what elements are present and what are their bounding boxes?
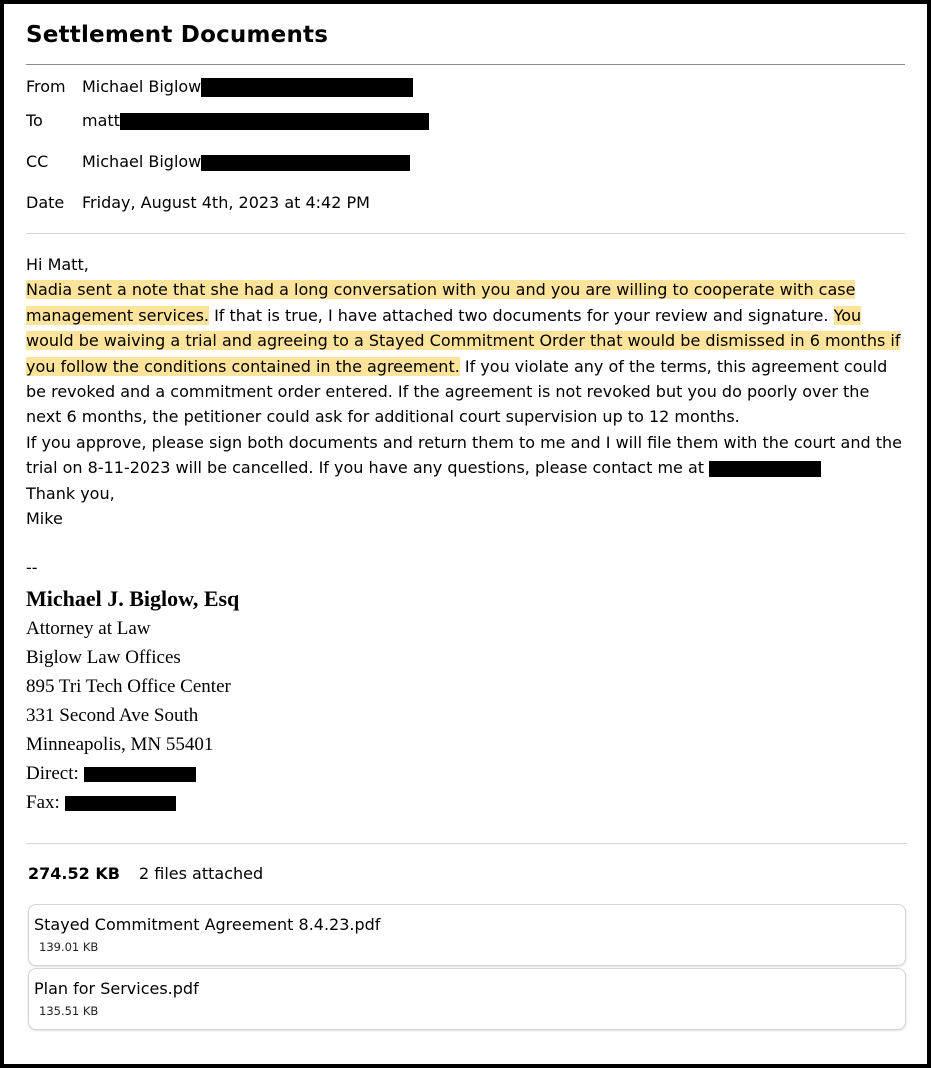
to-name: matt (82, 111, 120, 130)
signature-firm: Biglow Law Offices (26, 647, 181, 668)
to-email-redaction (120, 113, 429, 130)
signature-direct (26, 759, 239, 788)
from-value[interactable] (82, 77, 413, 97)
signature-block (26, 584, 239, 817)
email-subject: Settlement Documents (26, 22, 329, 48)
attachments-divider (26, 843, 907, 844)
body-paragraph-1 (26, 277, 906, 429)
cc-email-redaction (201, 155, 410, 171)
signature-address-1: 895 Tri Tech Office Center (26, 676, 231, 697)
date-label: Date (26, 193, 65, 212)
attachments-summary (28, 864, 263, 883)
direct-label: Direct: (26, 763, 84, 784)
body-text-1: If that is true, I have attached two documents for your review and signature. (209, 305, 834, 325)
sender-short-name: Mike (26, 509, 63, 529)
attachments-total-size: 274.52 KB (28, 864, 120, 883)
from-name: Michael Biglow (82, 77, 202, 96)
attachment-filename: Stayed Commitment Agreement 8.4.23.pdf (34, 915, 381, 934)
greeting: Hi Matt, (26, 255, 89, 274)
body-divider (26, 233, 905, 234)
fax-number-redaction (65, 796, 176, 811)
attachment-item[interactable] (28, 904, 906, 966)
attachment-filesize: 139.01 KB (39, 940, 99, 954)
signature-separator: -- (26, 558, 38, 577)
body-text-3: If you approve, please sign both documents and return them to me and I will file them with the court and the trial on 8-11-2023 will be cancelled. If you have any questions, please contact me at (26, 432, 902, 478)
highlighted-text-2: You would be waiving a trial and agreeing to a Stayed Commitment Order that would be dismissed in 6 months if you follow the conditions contained in the agreement. (26, 305, 901, 376)
signature-address-2: 331 Second Ave South (26, 705, 199, 726)
cc-name: Michael Biglow (82, 152, 202, 171)
attachment-filename: Plan for Services.pdf (34, 979, 199, 998)
attachment-filesize: 135.51 KB (39, 1004, 99, 1018)
highlighted-text-1: Nadia sent a note that she had a long conversation with you and you are willing to cooperate with case management services. (26, 280, 856, 325)
signature-fax (26, 788, 239, 817)
to-value[interactable] (82, 111, 429, 131)
direct-phone-redaction (84, 767, 196, 782)
fax-label: Fax: (26, 792, 65, 813)
signature-name: Michael J. Biglow, Esq (26, 586, 240, 611)
from-email-redaction (201, 78, 413, 97)
from-label: From (26, 77, 66, 96)
date-value: Friday, August 4th, 2023 at 4:42 PM (82, 193, 370, 212)
cc-label: CC (26, 152, 49, 171)
to-label: To (26, 111, 43, 130)
attachment-item[interactable] (28, 968, 906, 1030)
signature-address-3: Minneapolis, MN 55401 (26, 734, 214, 755)
body-paragraph-2 (26, 430, 906, 481)
cc-value[interactable] (82, 152, 410, 172)
email-body (26, 252, 906, 531)
closing: Thank you, (26, 483, 115, 503)
signature-title: Attorney at Law (26, 618, 151, 639)
header-divider (26, 64, 905, 65)
body-text-2: If you violate any of the terms, this agreement could be revoked and a commitment order entered. If the agreement is not revoked but you do poorly over the next 6 months, the petitioner could ask for additional court supervision up to 12 months. (26, 356, 888, 427)
phone-redaction (709, 461, 821, 477)
attachments-count: 2 files attached (139, 864, 264, 883)
